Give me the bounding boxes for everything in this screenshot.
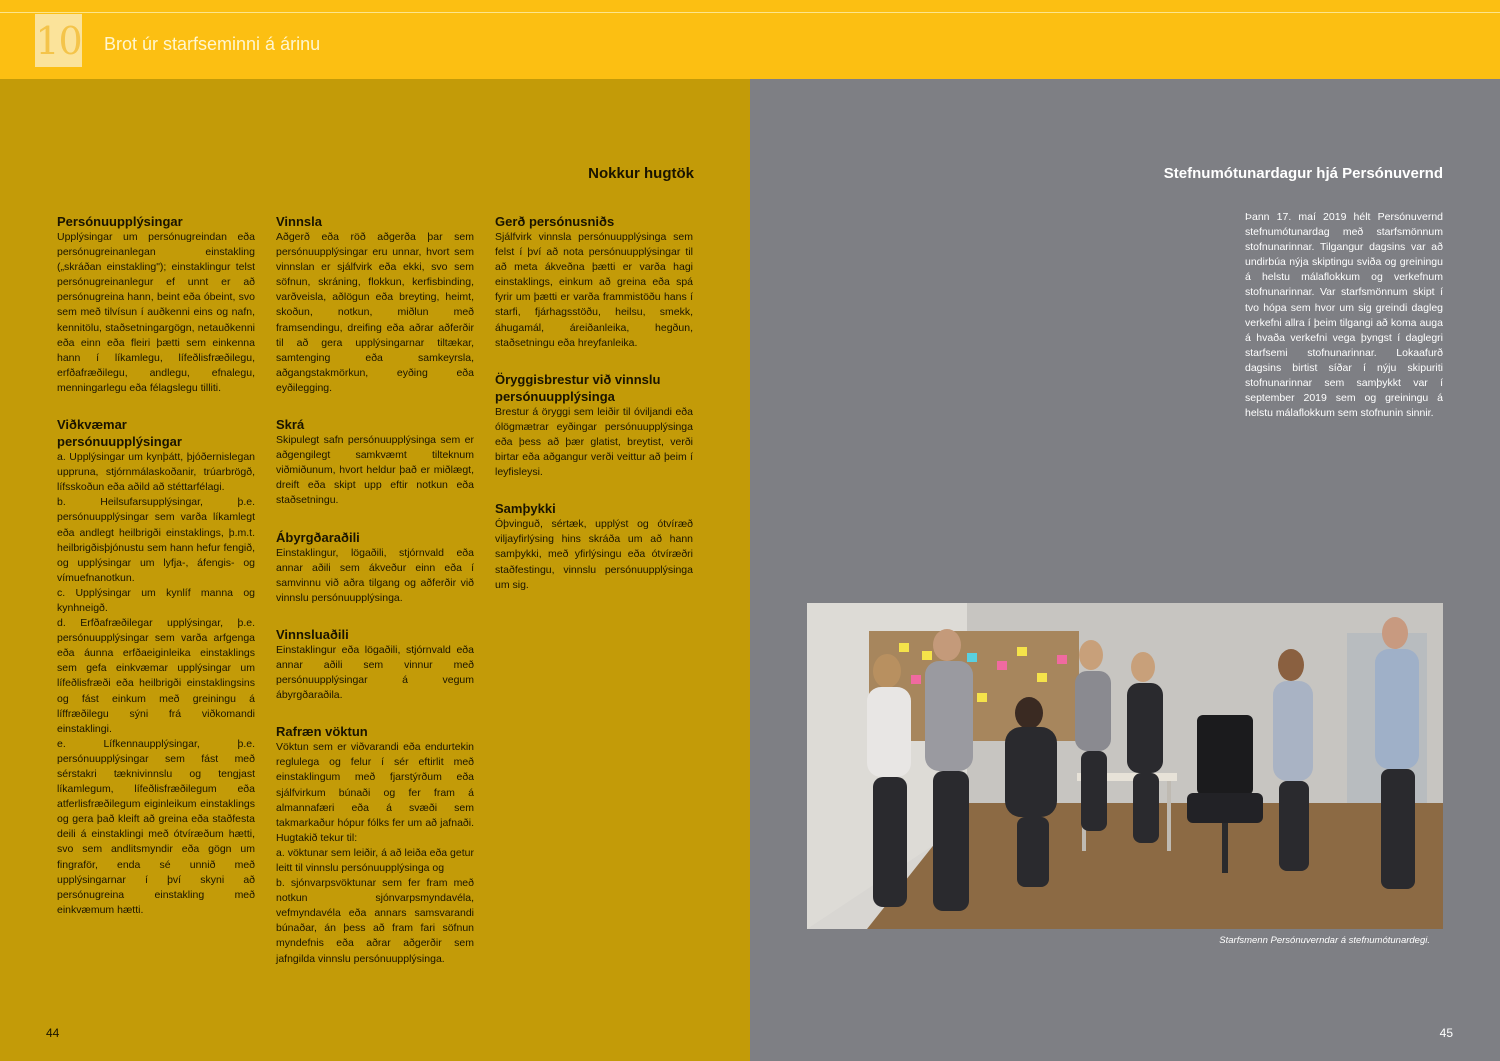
- glossary-term: Skrá: [276, 417, 305, 433]
- left-page: [0, 79, 750, 1061]
- photo-caption: Starfsmenn Persónuverndar á stefnumótunardegi.: [1219, 935, 1430, 946]
- glossary-term: Gerð persónusniðs: [495, 214, 615, 229]
- glossary-entry: [276, 723, 474, 966]
- column-1: [57, 213, 255, 938]
- glossary-entry: [57, 213, 255, 396]
- chapter-title: Brot úr starfseminni á árinu: [104, 34, 321, 54]
- glossary-definition: Einstaklingur, lögaðili, stjórnvald eða annar aðili sem ákveður einn eða í samvinnu við aðra tilgang og aðferðir við vinnslu persónuupplýsinga.: [276, 546, 474, 604]
- glossary-definition: Skipulegt safn persónuupplýsinga sem er aðgengilegt samkvæmt tilteknum viðmiðunum, hvort heldur það er miðlægt, dreift eða skipt upp eftir notkun eða staðsetningu.: [276, 434, 474, 507]
- glossary-entry: [495, 500, 693, 592]
- column-3: [495, 213, 693, 613]
- page-heading-right: Stefnumótunardagur hjá Persónuvernd: [1163, 165, 1443, 182]
- glossary-entry: [276, 529, 474, 606]
- right-page: [750, 79, 1500, 1061]
- glossary-term: Viðkvæmar persónuupplýsingar: [57, 417, 182, 450]
- article-body: Þann 17. maí 2019 hélt Persónuvernd stefnumótunardag með starfsmönnum stofnunarinnar. Tilgangur dagsins var að undirbúa nýja skiptingu sviða og greiningu á helstu málaflokkum og verkefnum stofnunarinnar. Var starfsmönnum skipt í tvo hópa sem hvor um sig greindi dagleg verkefni allra í þeim tilgangi að koma auga á hvaða verkefni vega þyngst í daglegri starfsemi stofnunarinnar. Lokaafurð dagsins birtist síðar í nýju skipuriti stofnunarinnar sem samþykkt var í september 2019 sem og greiningu á helstu málaflokkum sem stofnunin sinnir.: [1245, 211, 1443, 420]
- team-workshop-photo: [807, 603, 1443, 929]
- glossary-term: Öryggisbrestur við vinnslu persónuupplýsinga: [495, 371, 661, 404]
- glossary-definition: Aðgerð eða röð aðgerða þar sem persónuupplýsingar eru unnar, hvort sem vinnslan er sjálfvirk eða ekki, svo sem söfnun, skráning, flokkun, kerfisbinding, varðveisla, aðlögun eða breyting, heimt, skoðun, notkun, miðlun með framsendingu, dreifing eða aðrar aðferðir til að gera upplýsingarnar tiltækar, samtenging eða samkeyrsla, aðgangstakmörkun, eyðing eða eyðilegging.: [276, 231, 474, 394]
- glossary-definition: Vöktun sem er viðvarandi eða endurtekin reglulega og felur í sér eftirlit með einstaklingum með fjarstýrðum eða sjálfvirkum búnaði og fer fram á almannafæri eða á svæði sem takmarkaður hópur fólks fer um að jafnaði. Hugtakið tekur til: a. vöktunar sem leiðir, á að leiða eða getur leitt til vinnslu persónuupplýsinga og b. sjónvarpsvöktunar sem fer fram með notkun sjónvarpsmyndavéla, vefmyndavéla eða annars samsvarandi búnaðar, án þess að fram fari söfnun myndefnis eða aðrar aðgerðir sem jafngilda vinnslu persónuupplýsinga.: [276, 741, 474, 965]
- glossary-term: Vinnsla: [276, 214, 323, 229]
- glossary-definition: Óþvinguð, sértæk, upplýst og ótvíræð viljayfirlýsing hins skráða um að hann samþykki, með yfirlýsingu eða ótvíræðri staðfestingu, vinnslu persónuupplýsinga um sig.: [495, 518, 693, 591]
- glossary-definition: Upplýsingar um persónugreindan eða persónugreinanlegan einstakling („skráðan einstakling"); einstaklingur telst persónugreinanlegur ef unnt er að persónugreina hann, beint eða óbeint, svo sem með tilvísun í auðkenni eins og nafn, kennitölu, staðsetningargögn, netauðkenni eða einn eða fleiri þætti sem einkenna hann í líkamlegu, lífeðlisfræðilegu, erfðafræðilegu, andlegu, efnalegu, menningarlegu eða félagslegu tilliti.: [57, 231, 255, 394]
- page-number-left: 44: [46, 1026, 60, 1040]
- chapter-number-badge: 10: [35, 14, 82, 67]
- glossary-entry: [495, 371, 693, 480]
- glossary-term: Vinnsluaðili: [276, 626, 349, 642]
- glossary-entry: [276, 626, 474, 703]
- glossary-definition: Sjálfvirk vinnsla persónuupplýsinga sem felst í því að nota persónuupplýsingar til að meta ákveðna þætti er varða hagi einstaklings, einkum að greina eða spá fyrir um þætti er varða frammistöðu hans í starfi, fjárhagsstöðu, heilsu, smekk, áhugamál, áreiðanleika, hegðun, staðsetningu eða hreyfanleika.: [495, 231, 693, 349]
- glossary-definition: Brestur á öryggi sem leiðir til óviljandi eða ólögmætrar eyðingar persónuupplýsinga eða þess að þær glatist, breytist, verði birtar eða aðgangur verði veittur að þeim í leyfisleysi.: [495, 405, 693, 479]
- column-2: [276, 213, 474, 987]
- page-number-right: 45: [1439, 1026, 1453, 1040]
- header-rule: [0, 12, 1500, 13]
- glossary-definition: Einstaklingur eða lögaðili, stjórnvald eða annar aðili sem vinnur með persónuupplýsingar á vegum ábyrgðaraðila.: [276, 643, 474, 702]
- glossary-term: Ábyrgðaraðili: [276, 529, 360, 545]
- glossary-term: Samþykki: [495, 501, 556, 517]
- glossary-entry: [276, 416, 474, 508]
- chapter-header: [0, 0, 1500, 79]
- glossary-definition: a. Upplýsingar um kynþátt, þjóðernislegan uppruna, stjórnmálaskoðanir, trúarbrögð, lífsskoðun eða aðild að stéttarfélagi. b. Heilsufarsupplýsingar, þ.e. persónuupplýsingar sem varða líkamlegt eða andlegt heilbrigði einstaklings, þ.m.t. heilbrigðisþjónustu sem hann hefur fengið, og upplýsingar um lyfja-, áfengis- og vímuefnanotkun. c. Upplýsingar um kynlíf manna og kynhneigð. d. Erfðafræðilegar upplýsingar, þ.e. persónuupplýsingar sem varða arfgenga eða áunna erfðaeiginleika einstaklings sem gefa einkvæmar upplýsingar um lífeðlisfræði eða heilbrigði einstaklingsins og fást einkum með greiningu á líffræðilegu sýni frá viðkomandi einstaklingi. e. Lífkennaupplýsingar, þ.e. persónuupplýsingar sem fást með sérstakri tæknivinnslu og tengjast líkamlegum, lífeðlisfræðilegum eða atferlisfræðilegum eiginleikum einstaklings og gera það kleift að greina eða staðfesta deili á einstaklingi með ótvíræðum hætti, svo sem andlitsmyndir eða gögn um fingraför, enda sé unnið með upplýsingarnar í því skyni að persónugreina einstakling með einkvæmum hætti.: [57, 451, 255, 916]
- glossary-term: Persónuupplýsingar: [57, 214, 183, 229]
- glossary-entry: [495, 213, 693, 351]
- photo-illustration: [807, 603, 1443, 929]
- page-heading-left: Nokkur hugtök: [588, 165, 694, 182]
- glossary-entry: [57, 416, 255, 918]
- glossary-entry: [276, 213, 474, 396]
- glossary-term: Rafræn vöktun: [276, 724, 368, 740]
